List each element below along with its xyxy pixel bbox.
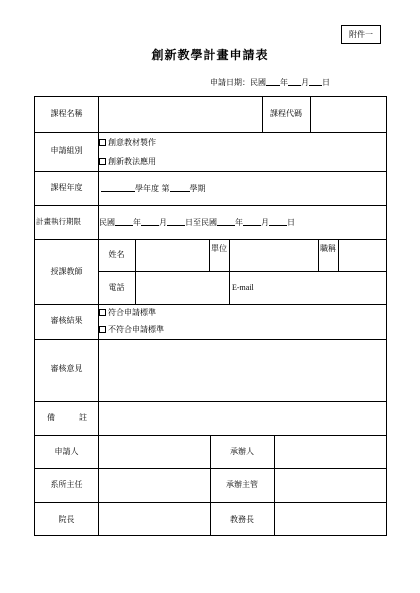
row-divider [35,304,386,305]
period-start-roc: 民國 [99,218,115,227]
unit-field[interactable] [230,240,317,270]
group-option-label: 創意教材製作 [108,138,156,147]
course-year-line [101,183,206,194]
school-year-blank[interactable] [101,183,135,192]
apply-year-label: 年 [280,78,288,87]
period-line [99,217,295,228]
period-month2-label: 月 [261,218,269,227]
apply-day-label: 日 [322,78,330,87]
teacher-label: 授課教師 [50,267,83,276]
organizer-signature-field[interactable] [275,436,385,467]
period-end-day-blank[interactable] [269,217,287,226]
group-option-method[interactable] [99,157,156,167]
apply-date-label: 申請日期：民國 [210,78,266,87]
dept-head-label: 系所主任 [50,480,83,489]
organizer-supervisor-signature-field[interactable] [275,469,385,501]
phone-label: 電話 [108,283,125,292]
apply-group-label: 申請組別 [50,146,83,155]
term-prefix-label: 第 [161,184,170,193]
checkbox[interactable] [99,158,106,165]
term-label: 學期 [189,184,206,193]
checkbox[interactable] [99,309,106,316]
name-label: 姓名 [108,250,125,259]
period-start-day-blank[interactable] [167,217,185,226]
dept-head-signature-field[interactable] [99,469,209,501]
apply-month-blank[interactable] [288,77,301,86]
email-field[interactable] [265,272,385,303]
course-code-field[interactable] [311,98,385,131]
row-divider [35,205,386,206]
period-day2-label: 日 [287,218,295,227]
form-title: 創新教學計畫申請表 [151,48,269,62]
course-year-label: 課程年度 [50,183,83,192]
remarks-label-2: 註 [79,413,87,422]
review-option-fail[interactable] [99,325,164,335]
period-year2-label: 年 [235,218,243,227]
remarks-label-1: 備 [47,413,55,422]
academic-affairs-head-label: 教務長 [230,515,254,524]
row-divider [35,171,386,172]
group-option-material[interactable] [99,138,156,148]
period-month-label: 月 [159,218,167,227]
organizer-label: 承辦人 [230,447,254,456]
row-divider [35,239,386,240]
row-divider [35,132,386,133]
period-year-label: 年 [133,218,141,227]
review-opinion-field[interactable] [99,340,385,400]
unit-label: 單位 [211,244,227,253]
group-option-label: 創新教法應用 [108,157,156,166]
apply-year-blank[interactable] [266,77,280,86]
review-option-pass[interactable] [99,308,156,318]
review-option-label: 不符合申請標準 [108,325,164,334]
period-end-year-blank[interactable] [217,217,235,226]
period-day-to-label: 日至民國 [185,218,217,227]
job-title-label: 職稱 [320,244,336,253]
email-label: E-mail [232,283,254,292]
remarks-field[interactable] [99,402,385,434]
phone-field[interactable] [136,272,228,303]
dean-signature-field[interactable] [99,503,209,534]
apply-date-line [210,77,330,88]
period-end-month-blank[interactable] [243,217,261,226]
period-start-year-blank[interactable] [115,217,133,226]
apply-month-label: 月 [301,78,309,87]
job-title-field[interactable] [339,240,385,270]
period-label: 計畫執行期限 [36,217,81,226]
checkbox[interactable] [99,139,106,146]
review-option-label: 符合申請標準 [108,308,156,317]
school-year-label: 學年度 [135,184,159,193]
period-start-month-blank[interactable] [141,217,159,226]
course-name-label: 課程名稱 [50,109,83,118]
academic-affairs-signature-field[interactable] [275,503,385,534]
review-opinion-label: 審核意見 [50,364,83,373]
term-blank[interactable] [170,183,190,192]
apply-day-blank[interactable] [309,77,322,86]
organizer-supervisor-label: 承辦主管 [226,480,258,489]
checkbox[interactable] [99,326,106,333]
course-code-label: 課程代碼 [270,109,302,118]
course-name-field[interactable] [99,98,261,131]
dean-label: 院長 [58,515,75,524]
review-result-label: 審核結果 [50,316,83,325]
application-form-table [34,96,387,536]
attachment-label: 附件一 [341,25,381,44]
applicant-label: 申請人 [54,447,79,456]
name-field[interactable] [136,240,208,270]
applicant-signature-field[interactable] [99,436,209,467]
